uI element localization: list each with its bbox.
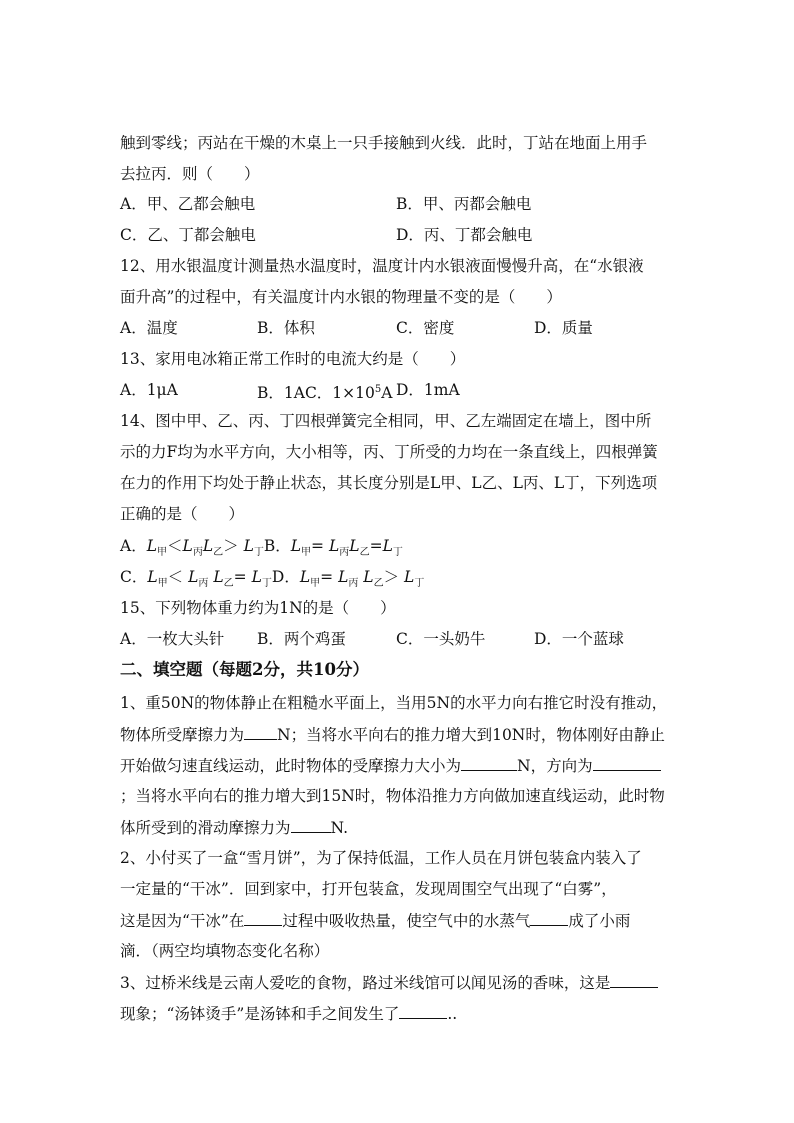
q13-option-d: D．1mA [396,381,460,399]
sub-jia: 甲 [310,578,321,590]
equals: = [311,537,325,555]
sub-jia: 甲 [157,578,168,590]
q14-prefix-b: B． [263,537,291,555]
equals: = [233,568,247,586]
fill1-l5a: 体所受到的滑动摩擦力为 [120,819,291,837]
l-symbol: L [338,568,349,586]
l-symbol: L [213,568,224,586]
less-than: ＜ [167,537,183,555]
sub-ding: 丁 [414,578,425,590]
q15-option-b: B．两个鸡蛋 [257,630,346,648]
answer-blank[interactable] [461,755,517,771]
q14-line3: 在力的作用下均处于静止状态，其长度分别是L甲、L乙、L丙、L丁，下列选项 [120,474,658,492]
q12-line2: 面升高”的过程中，有关温度计内水银的物理量不变的是（ ） [120,288,562,306]
answer-blank[interactable] [610,972,658,988]
l-symbol: L [188,568,199,586]
l-symbol: L [147,568,158,586]
sub-yi: 乙 [373,578,384,590]
q14-prefix-c: C． [120,568,148,586]
sub-bing: 丙 [198,578,209,590]
q13-option-bc-text: B．1AC．1×10 [257,384,375,403]
greater-than: ＞ [223,537,239,555]
fill2-line1: 2、小付买了一盒“雪月饼”，为了保持低温，工作人员在月饼包装盒内装入了 [120,849,642,867]
l-symbol: L [299,568,311,586]
sub-yi: 乙 [223,578,234,590]
equals: = [369,537,383,555]
q13-unit: A [381,384,393,403]
sub-yi: 乙 [359,547,370,559]
q12-option-c: C．密度 [396,319,455,337]
sub-jia: 甲 [157,547,167,559]
q11-option-b: B．甲、丙都会触电 [396,195,532,213]
q13-option-a: A．1μA [120,381,178,399]
q14-prefix-d: D． [271,568,300,586]
answer-blank[interactable] [244,724,277,740]
fill2-l3c: 成了小雨 [568,912,631,930]
fill1-l2b: N；当将水平向右的推力增大到10N时，物体刚好由静止 [277,726,665,744]
greater-than: ＞ [383,568,400,586]
q12-option-b: B．体积 [257,319,315,337]
q13-exponent: 5 [374,384,382,395]
q14-line4: 正确的是（ ） [120,505,245,523]
q12-option-a: A．温度 [120,319,178,337]
q14-prefix-a: A． [120,537,147,555]
l-symbol: L [290,537,302,555]
fill1-l2a: 物体所受摩擦力为 [120,726,245,744]
answer-blank[interactable] [593,755,661,771]
fill3-line2 [120,1003,680,1024]
q14-line2: 示的力F均为水平方向，大小相等，丙、丁所受的力均在一条直线上，四根弹簧 [120,443,658,461]
l-symbol: L [202,537,214,555]
sub-bing: 丙 [192,547,203,559]
answer-blank[interactable] [244,910,282,926]
q14-options-cd [120,567,424,594]
fill1-l5b: N. [330,819,349,837]
q11-line1: 触到零线；丙站在干燥的木桌上一只手接触到火线．此时，丁站在地面上用手 [120,134,648,152]
fill2-line3 [120,910,680,931]
sub-bing: 丙 [339,547,350,559]
fill1-line5 [120,817,680,838]
less-than: ＜ [167,568,184,586]
l-symbol: L [363,568,374,586]
sub-ding: 丁 [253,547,264,559]
q12-option-d: D．质量 [534,319,593,337]
fill1-l3a: 开始做匀速直线运动，此时物体的受摩擦力大小为 [120,757,462,775]
q14-line1: 14、图中甲、乙、丙、丁四根弹簧完全相同，甲、乙左端固定在墙上，图中所 [120,412,652,430]
l-symbol: L [404,568,415,586]
sub-jia: 甲 [301,547,312,559]
fill2-l3a: 这是因为“干冰”在 [120,912,245,930]
q12-line1: 12、用水银温度计测量热水温度时，温度计内水银液面慢慢升高，在“水银液 [120,257,644,275]
fill1-line4: ；当将水平向右的推力增大到15N时，物体沿推力方向做加速直线运动，此时物 [120,787,665,805]
fill2-l3b: 过程中吸收热量，使空气中的水蒸气 [282,912,531,930]
l-symbol: L [382,537,393,555]
q13-line1: 13、家用电冰箱正常工作时的电流大约是（ ） [120,350,466,368]
fill3-line1 [120,972,680,993]
fill3-l2a: 现象；“汤钵烫手”是汤钵和手之间发生了 [120,1005,400,1023]
q15-option-a: A．一枚大头针 [120,630,225,648]
fill1-l3b: N，方向为 [517,757,593,775]
fill1-line3 [120,755,680,776]
answer-blank[interactable] [530,910,568,926]
fill3-l2b: .. [447,1005,458,1023]
l-symbol: L [349,537,360,555]
answer-blank[interactable] [399,1003,447,1019]
q11-line2: 去拉丙．则（ ） [120,165,260,183]
l-symbol: L [251,568,262,586]
l-symbol: L [328,537,340,555]
q15-line1: 15、下列物体重力约为1N的是（ ） [120,599,396,617]
q11-option-c: C．乙、丁都会触电 [120,226,256,244]
q11-option-d: D．丙、丁都会触电 [396,226,533,244]
q14-options-ab [120,536,403,563]
l-symbol: L [182,537,193,555]
fill1-line1: 1、重50N的物体静止在粗糙水平面上，当用5N的水平力向右推它时没有推动， [120,694,668,712]
sub-bing: 丙 [348,578,359,590]
q15-option-c: C．一头奶牛 [396,630,486,648]
answer-blank[interactable] [291,817,331,833]
q11-option-a: A．甲、乙都会触电 [120,195,256,213]
fill1-line2 [120,724,680,745]
sub-ding: 丁 [261,578,272,590]
fill2-line4: 滴．（两空均填物态变化名称） [120,942,330,960]
sub-yi: 乙 [213,547,224,559]
q13-option-bc [257,380,392,403]
l-symbol: L [146,537,157,555]
l-symbol: L [243,537,254,555]
equals: = [320,568,334,586]
fill3-l1: 3、过桥米线是云南人爱吃的食物，路过米线馆可以闻见汤的香味，这是 [120,974,611,992]
sub-ding: 丁 [392,547,403,559]
section2-title: 二、填空题（每题2分，共10分） [120,660,369,679]
fill2-line2: 一定量的“干冰”．回到家中，打开包装盒，发现周围空气出现了“白雾”， [120,880,617,898]
q15-option-d: D．一个蓝球 [534,630,624,648]
